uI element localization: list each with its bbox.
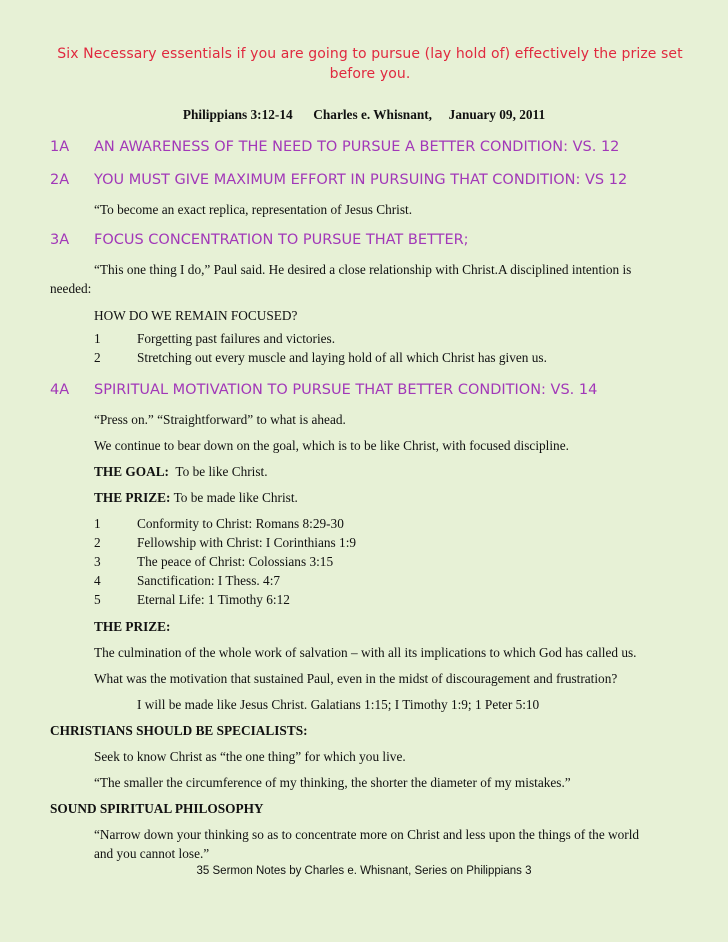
paragraph: Seek to know Christ as “the one thing” for which you live. [94,749,406,764]
list-item: 3 The peace of Christ: Colossians 3:15 [94,554,334,569]
heading-number: 4A [50,382,70,398]
quote-continuation: and you cannot lose.” [94,846,210,861]
page-footer: 35 Sermon Notes by Charles e. Whisnant, Series on Philippians 3 [196,865,532,877]
scripture-reference: Philippians 3:12-14 [182,107,293,122]
heading-1a [50,139,710,155]
heading-number: 2A [50,172,70,188]
question-text: What was the motivation that sustained Paul, even in the midst of discouragement and frustration? [94,671,618,686]
author-name: Charles e. Whisnant, [313,107,433,122]
goal-text: To be like Christ. [175,464,268,479]
heading-number: 3A [50,232,70,248]
prize-label: THE PRIZE: [94,490,171,505]
list-item: 1 Forgetting past failures and victories. [94,331,336,346]
heading-4a [50,382,710,398]
heading-3a [50,232,710,248]
paragraph: “Press on.” “Straightforward” to what is ahead. [94,412,346,427]
answer-text: I will be made like Jesus Christ. Galatians 1:15; I Timothy 1:9; 1 Peter 5:10 [137,697,540,712]
heading-text: FOCUS CONCENTRATION TO PURSUE THAT BETTER; [94,232,469,248]
prize-line [94,490,298,506]
paragraph-continuation: needed: [50,281,92,296]
document-date: January 09, 2011 [448,107,546,122]
list-item: 1 Conformity to Christ: Romans 8:29-30 [94,516,344,531]
question-text: HOW DO WE REMAIN FOCUSED? [94,308,298,323]
heading-2a [50,172,710,188]
list-item: 5 Eternal Life: 1 Timothy 6:12 [94,592,290,607]
heading-text: AN AWARENESS OF THE NEED TO PURSUE A BETTER CONDITION: VS. 12 [94,139,620,155]
prize-text: To be made like Christ. [173,490,298,505]
heading-text: YOU MUST GIVE MAXIMUM EFFORT IN PURSUING THAT CONDITION: VS 12 [94,172,628,188]
quote: “The smaller the circumference of my thinking, the shorter the diameter of my mistakes.” [94,775,571,790]
paragraph: The culmination of the whole work of salvation – with all its implications to which God has called us. [94,645,637,660]
section-heading: SOUND SPIRITUAL PHILOSOPHY [50,801,264,816]
document-title: Six Necessary essentials if you are going to pursue (lay hold of) effectively the prize set before you. [57,46,683,82]
paragraph: “To become an exact replica, representation of Jesus Christ. [94,202,413,217]
goal-line [94,464,268,480]
quote: “Narrow down your thinking so as to concentrate more on Christ and less upon the things of the world [94,827,640,842]
paragraph: We continue to bear down on the goal, which is to be like Christ, with focused discipline. [94,438,569,453]
heading-number: 1A [50,139,70,155]
prize-heading: THE PRIZE: [94,619,171,634]
list-item: 2 Stretching out every muscle and laying hold of all which Christ has given us. [94,350,547,365]
goal-label: THE GOAL: [94,464,169,479]
paragraph: “This one thing I do,” Paul said. He desired a close relationship with Christ.A disciplined intention is [94,262,632,277]
list-item: 2 Fellowship with Christ: I Corinthians 1:9 [94,535,357,550]
list-item: 4 Sanctification: I Thess. 4:7 [94,573,281,588]
section-heading: CHRISTIANS SHOULD BE SPECIALISTS: [50,723,308,738]
heading-text: SPIRITUAL MOTIVATION TO PURSUE THAT BETTER CONDITION: VS. 14 [94,382,598,398]
document-subtitle [0,107,728,123]
